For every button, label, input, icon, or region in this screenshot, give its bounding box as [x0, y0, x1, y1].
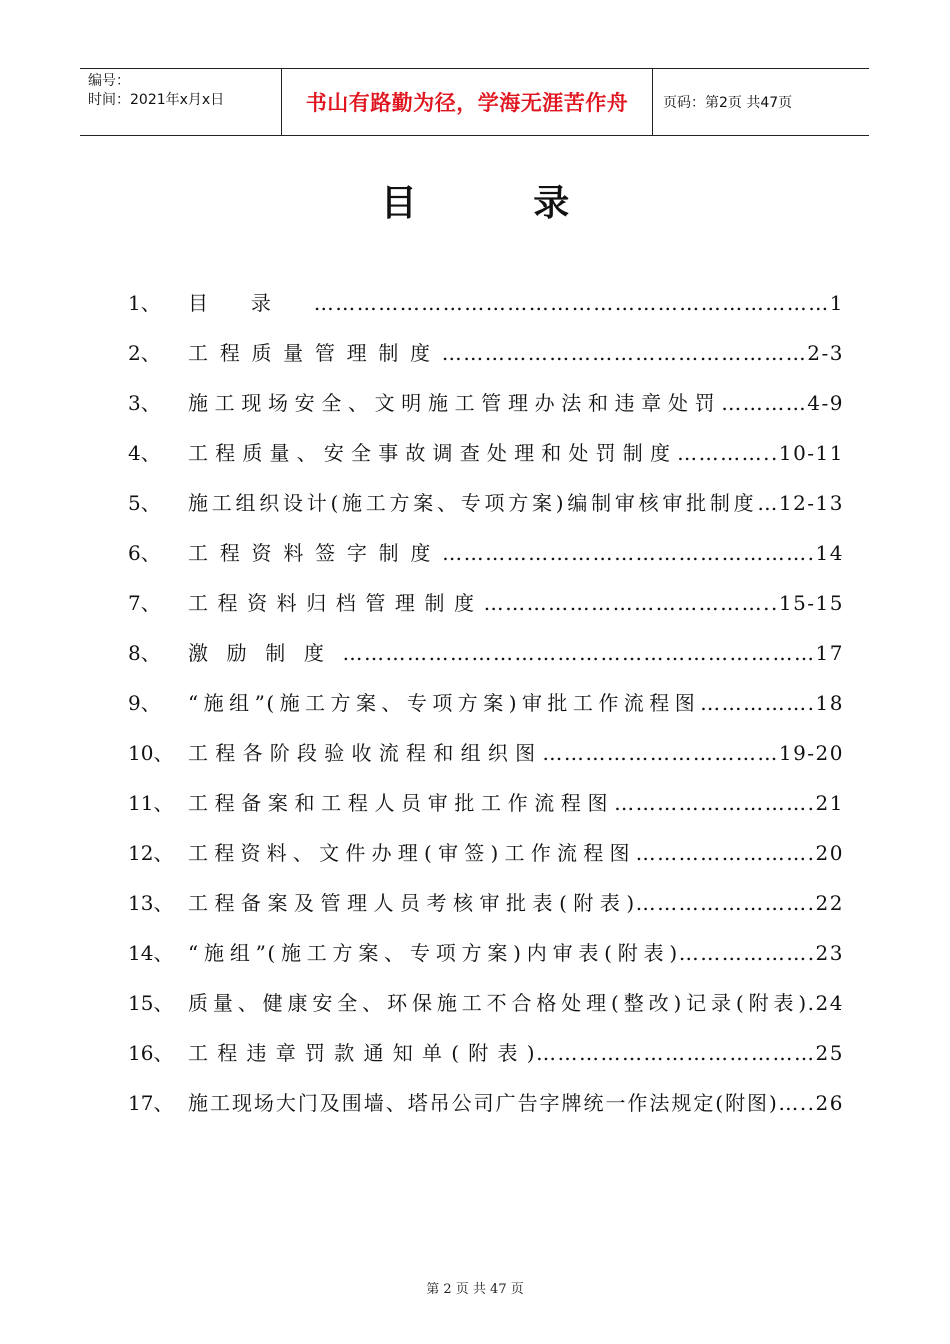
toc-entry — [128, 486, 844, 536]
table-of-contents — [128, 286, 844, 1136]
toc-entry-number: 6、 — [128, 541, 161, 565]
toc-entry — [128, 936, 844, 986]
toc-entry-text: 施工组织设计(施工方案、专项方案)编制审核审批制度…12-13 — [188, 491, 844, 515]
toc-entry — [128, 836, 844, 886]
toc-entry-text: 工程备案及管理人员考核审批表(附表)…………………….22 — [188, 891, 844, 915]
toc-entry — [128, 386, 844, 436]
toc-entry-text: 工程质量管理制度……………………………………………2-3 — [188, 341, 844, 365]
toc-entry-text: 工程备案和工程人员审批工作流程图……………………….21 — [188, 791, 844, 815]
toc-entry — [128, 586, 844, 636]
toc-entry-number: 10、 — [128, 741, 174, 765]
toc-entry-text: 施工现场大门及围墙、塔吊公司广告字牌统一作法规定(附图)…..26 — [188, 1091, 844, 1115]
toc-entry — [128, 986, 844, 1036]
toc-entry-text: 工程资料、文件办理(审签)工作流程图…………………….20 — [188, 841, 844, 865]
toc-entry-number: 8、 — [128, 641, 161, 665]
page-title: 目 录 — [380, 183, 622, 224]
toc-entry — [128, 786, 844, 836]
toc-entry-number: 1、 — [128, 291, 161, 315]
toc-entry-text: 目录………………………………………………………………1 — [188, 291, 844, 315]
toc-entry — [128, 1086, 844, 1136]
toc-entry — [128, 436, 844, 486]
toc-entry-number: 7、 — [128, 591, 161, 615]
toc-entry-number: 4、 — [128, 441, 161, 465]
toc-entry-number: 14、 — [128, 941, 174, 965]
toc-entry-number: 12、 — [128, 841, 174, 865]
toc-entry — [128, 636, 844, 686]
toc-entry-text: 工程资料签字制度…………………………………………….14 — [188, 541, 844, 565]
toc-entry — [128, 686, 844, 736]
header-motto-cell — [281, 69, 653, 135]
toc-entry-number: 13、 — [128, 891, 174, 915]
header-motto: 书山有路勤为径，学海无涯苦作舟 — [305, 91, 629, 115]
toc-entry-number: 9、 — [128, 691, 161, 715]
toc-entry — [128, 286, 844, 336]
document-number-label: 编号： — [88, 73, 130, 89]
toc-entry-number: 3、 — [128, 391, 161, 415]
toc-entry-text: 施工现场安全、文明施工管理办法和违章处罚…………4-9 — [188, 391, 844, 415]
toc-entry — [128, 536, 844, 586]
toc-entry-number: 2、 — [128, 341, 161, 365]
document-time-label: 时间：2021年x月x日 — [88, 92, 225, 108]
toc-entry-text: 工程质量、安全事故调查处理和处罚制度…………..10-11 — [188, 441, 844, 465]
header-meta-cell — [80, 69, 281, 135]
toc-entry-number: 11、 — [128, 791, 174, 815]
toc-entry-text: 工程违章罚款通知单(附表)…………………………………25 — [188, 1041, 844, 1065]
header-page-info: 页码：第2页 共47页 — [663, 95, 793, 111]
toc-entry — [128, 886, 844, 936]
toc-entry-text: “施组”(施工方案、专项方案)审批工作流程图…………….18 — [188, 691, 844, 715]
toc-entry — [128, 1036, 844, 1086]
document-header — [80, 68, 869, 136]
toc-entry-text: 工程资料归档管理制度…………………………………..15-15 — [188, 591, 844, 615]
toc-entry-text: 工程各阶段验收流程和组织图……………………………19-20 — [188, 741, 844, 765]
toc-entry-number: 17、 — [128, 1091, 174, 1115]
page-footer: 第 2 页 共 47 页 — [426, 1282, 524, 1297]
toc-entry-text: 质量、健康安全、环保施工不合格处理(整改)记录(附表).24 — [188, 991, 844, 1015]
toc-entry-number: 15、 — [128, 991, 174, 1015]
toc-entry-number: 5、 — [128, 491, 161, 515]
header-page-cell — [653, 69, 869, 135]
toc-entry-text: “施组”(施工方案、专项方案)内审表(附表)……………….23 — [188, 941, 844, 965]
toc-entry — [128, 736, 844, 786]
toc-entry-text: 激励制度…………………………………………………………17 — [188, 641, 844, 665]
toc-entry-number: 16、 — [128, 1041, 174, 1065]
toc-entry — [128, 336, 844, 386]
